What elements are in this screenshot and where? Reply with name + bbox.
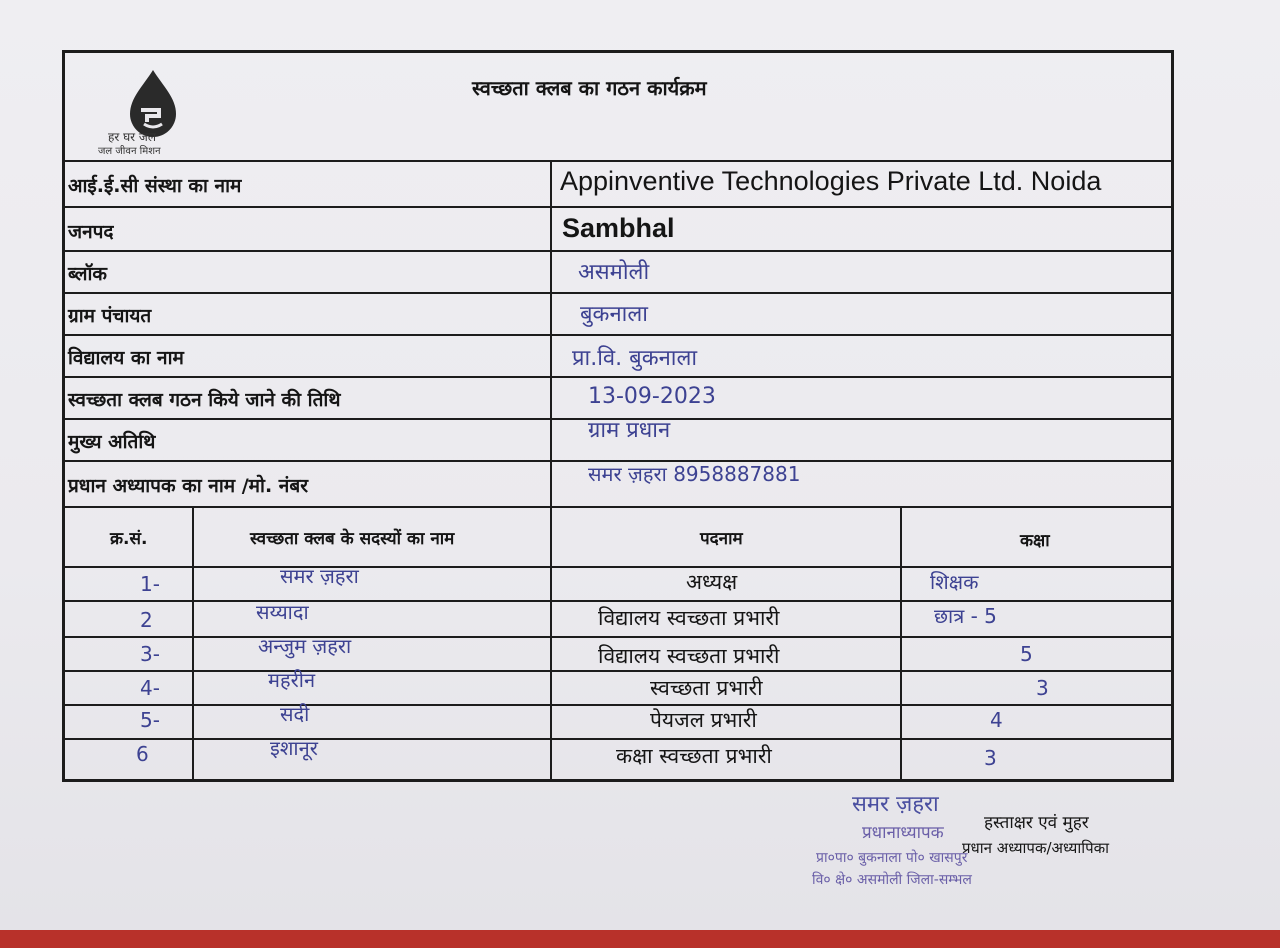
- row-class: 4: [990, 708, 1003, 732]
- row-member-name: सय्यादा: [256, 600, 309, 624]
- header-member-name: स्वच्छता क्लब के सदस्यों का नाम: [250, 529, 455, 549]
- row-class: 3: [984, 746, 997, 770]
- value-school-name: प्रा.वि. बुकनाला: [572, 346, 698, 371]
- row-class: 5: [1020, 642, 1033, 666]
- signature-handwritten: समर ज़हरा: [852, 792, 939, 817]
- stamp-area-line: वि० क्षे० असमोली जिला-सम्भल: [812, 872, 972, 888]
- row-member-name: महरीन: [268, 668, 316, 692]
- label-gram-panchayat: ग्राम पंचायत: [68, 305, 152, 327]
- row-member-name: सदी: [280, 702, 310, 726]
- row-member-name: समर ज़हरा: [280, 564, 359, 588]
- label-school-name: विद्यालय का नाम: [68, 347, 184, 369]
- signature-label: हस्ताक्षर एवं मुहर: [984, 813, 1089, 833]
- label-chief-guest: मुख्य अतिथि: [68, 431, 156, 453]
- row-class: शिक्षक: [930, 570, 979, 594]
- value-block: असमोली: [578, 260, 650, 285]
- row-serial: 6: [136, 742, 149, 766]
- row-designation: कक्षा स्वच्छता प्रभारी: [616, 744, 772, 768]
- row-designation: विद्यालय स्वच्छता प्रभारी: [598, 644, 780, 668]
- value-headmaster: समर ज़हरा 8958887881: [588, 462, 801, 486]
- logo-text-line2: जल जीवन मिशन: [98, 146, 161, 157]
- stamp-address-line: प्रा०पा० बुकनाला पो० खासपुर: [816, 850, 968, 866]
- logo-text-line1: हर घर जल: [108, 130, 156, 144]
- row-designation: स्वच्छता प्रभारी: [650, 676, 763, 700]
- row-serial: 4-: [140, 676, 160, 700]
- header-class: कक्षा: [1020, 531, 1050, 551]
- stamp-designation: प्रधानाध्यापक: [862, 823, 944, 843]
- value-formation-date: 13-09-2023: [588, 384, 716, 409]
- signature-designation: प्रधान अध्यापक/अध्यापिका: [962, 839, 1110, 857]
- row-serial: 1-: [140, 572, 160, 596]
- row-serial: 5-: [140, 708, 160, 732]
- header-designation: पदनाम: [700, 529, 743, 549]
- label-district: जनपद: [68, 221, 114, 243]
- row-class: छात्र - 5: [934, 604, 997, 628]
- row-serial: 2: [140, 608, 153, 632]
- row-designation: पेयजल प्रभारी: [650, 708, 757, 732]
- row-serial: 3-: [140, 642, 160, 666]
- background-cloth: [0, 930, 1280, 948]
- label-iec-org: आई.ई.सी संस्था का नाम: [68, 175, 242, 197]
- value-iec-org: Appinventive Technologies Private Ltd. Noida: [560, 166, 1102, 196]
- value-gram-panchayat: बुकनाला: [580, 302, 648, 327]
- value-district: Sambhal: [562, 213, 675, 243]
- value-chief-guest: ग्राम प्रधान: [588, 418, 671, 443]
- row-member-name: इशानूर: [270, 736, 318, 760]
- label-formation-date: स्वच्छता क्लब गठन किये जाने की तिथि: [68, 389, 341, 411]
- row-designation: अध्यक्ष: [686, 570, 738, 594]
- row-designation: विद्यालय स्वच्छता प्रभारी: [598, 606, 780, 630]
- form-title: स्वच्छता क्लब का गठन कार्यक्रम: [472, 76, 707, 100]
- row-class: 3: [1036, 676, 1049, 700]
- label-headmaster: प्रधान अध्यापक का नाम /मो. नंबर: [68, 475, 308, 497]
- header-serial: क्र.सं.: [110, 529, 148, 549]
- label-block: ब्लॉक: [68, 263, 107, 285]
- row-member-name: अन्जुम ज़हरा: [258, 634, 352, 658]
